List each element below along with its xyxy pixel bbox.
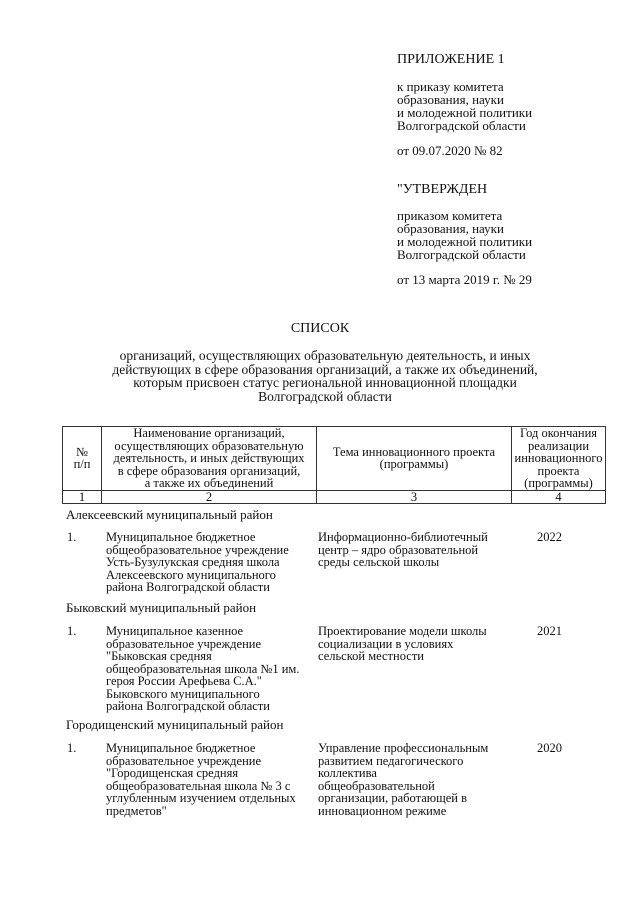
entry-year: 2020 — [537, 741, 562, 755]
column-number-4: 4 — [512, 490, 606, 504]
header-year: Год окончания реализации инновационного проекта (программы) — [512, 427, 606, 491]
entry-topic: Информационно-библиотечный центр – ядро образовательной среды сельской школы — [318, 530, 488, 569]
header-number: № п/п — [63, 427, 102, 491]
entry-organization: Муниципальное казенное образовательное учреждение "Быковская средняя общеобразовательная школа №1 им. героя России Арефьева С.А." Быковского муниципального района Волгоградской области — [106, 624, 300, 713]
table-header-row — [63, 427, 606, 491]
header-organization: Наименование организаций, осуществляющих образовательную деятельность, и иных действующих в сфере образования организаций, а также их объединений — [102, 427, 317, 491]
column-number-3: 3 — [317, 490, 512, 504]
document-subtitle: организаций, осуществляющих образовательную деятельность, и иных действующих в сфере образования организаций, а также их объединений, которым присвоен статус региональной инновационной площадки Волгоградской области — [112, 348, 538, 404]
table-column-numbers-row — [63, 490, 606, 504]
entry-index: 1. — [67, 530, 77, 544]
district-heading: Алексеевский муниципальный район — [66, 507, 273, 522]
district-heading: Городищенский муниципальный район — [66, 717, 284, 732]
appendix-title: ПРИЛОЖЕНИЕ 1 — [397, 52, 505, 67]
entry-topic: Проектирование модели школы социализации в условиях сельской местности — [318, 624, 487, 663]
entry-year: 2021 — [537, 624, 562, 638]
approved-order-reference: приказом комитета образования, науки и молодежной политики Волгоградской области — [397, 208, 533, 262]
entry-index: 1. — [67, 624, 77, 638]
district-heading: Быковский муниципальный район — [66, 600, 257, 615]
document-title: СПИСОК — [290, 321, 350, 336]
entry-topic: Управление профессиональным развитием педагогического коллектива общеобразовательной организации, работающей в инновационном режиме — [318, 741, 489, 818]
entry-organization: Муниципальное бюджетное общеобразовательное учреждение Усть-Бузулукская средняя школа Алексеевского муниципального района Волгоградской области — [106, 530, 289, 594]
appendix-order-reference: к приказу комитета образования, науки и молодежной политики Волгоградской области — [397, 79, 533, 133]
entry-year: 2022 — [537, 530, 562, 544]
column-number-2: 2 — [102, 490, 317, 504]
approved-title: "УТВЕРЖДЕН — [397, 182, 488, 197]
approved-date-number: от 13 марта 2019 г. № 29 — [397, 272, 532, 287]
appendix-date-number: от 09.07.2020 № 82 — [397, 143, 503, 158]
list-header-table — [62, 426, 606, 504]
column-number-1: 1 — [63, 490, 102, 504]
entry-index: 1. — [67, 741, 77, 755]
header-topic: Тема инновационного проекта (программы) — [317, 427, 512, 491]
entry-organization: Муниципальное бюджетное образовательное учреждение "Городищенская средняя общеобразовательная школа № 3 с углубленным изучением отдельных предметов" — [106, 741, 296, 818]
